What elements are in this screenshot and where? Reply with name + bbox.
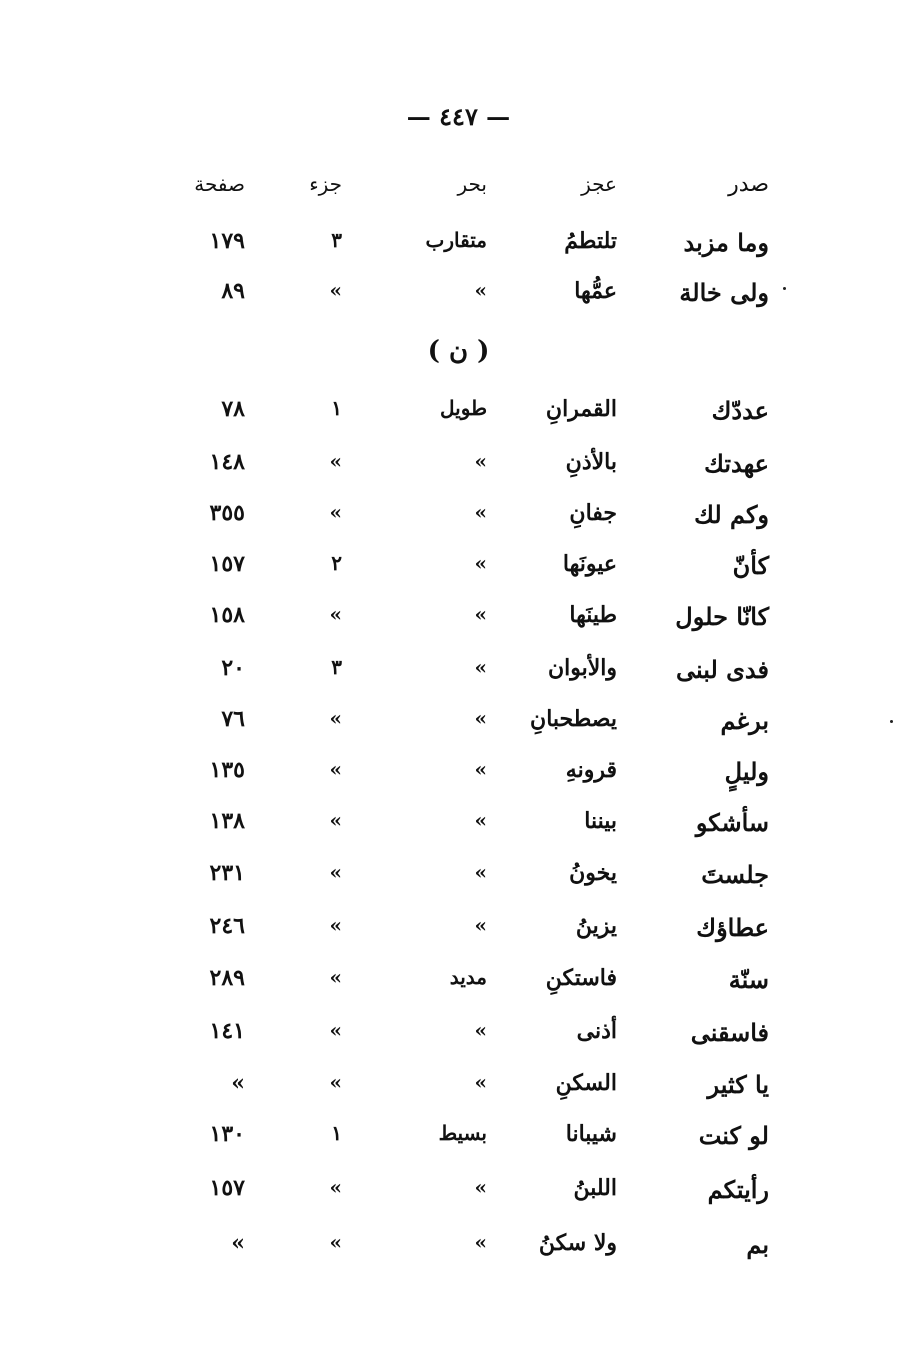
cell-sadr: لو كنت — [698, 1121, 769, 1150]
cell-sadr: وليلٍ — [724, 757, 769, 786]
cell-sadr: عهدتك — [704, 449, 769, 478]
cell-ajuz: السكنِ — [555, 1070, 617, 1096]
cell-ajuz: أذنى — [576, 1018, 617, 1044]
cell-bahr: » — [474, 449, 487, 473]
cell-safha: ١٥٨ — [209, 602, 245, 628]
cell-ajuz: ولا سكنُ — [538, 1230, 617, 1256]
cell-bahr: مديد — [449, 965, 487, 989]
print-speck — [783, 287, 786, 290]
cell-ajuz: بيننا — [584, 808, 617, 834]
table-row — [0, 706, 917, 746]
cell-sadr: سأشكو — [695, 808, 769, 837]
cell-ajuz: قرونهِ — [565, 757, 617, 783]
cell-ajuz: اللبنُ — [573, 1175, 617, 1201]
cell-juz: » — [329, 500, 342, 524]
cell-ajuz: بالأذنِ — [565, 449, 617, 475]
cell-juz: » — [329, 278, 342, 302]
table-row — [0, 757, 917, 797]
table-row — [0, 913, 917, 953]
cell-safha: ٢٨٩ — [209, 965, 245, 991]
header-ajuz: عجز — [581, 172, 617, 196]
table-row — [0, 1230, 917, 1270]
cell-bahr: » — [474, 1018, 487, 1042]
cell-safha: ٢٣١ — [209, 860, 245, 886]
table-row — [0, 655, 917, 695]
table-row — [0, 1018, 917, 1058]
cell-juz: » — [329, 1230, 342, 1254]
cell-ajuz: عمُّها — [574, 278, 617, 304]
table-row — [0, 602, 917, 642]
cell-ajuz: عيونَها — [562, 551, 617, 577]
cell-safha: ٢٠ — [221, 655, 245, 681]
table-row — [0, 500, 917, 540]
cell-safha: ١٧٩ — [209, 228, 245, 254]
cell-juz: » — [329, 965, 342, 989]
cell-bahr: بسيط — [438, 1121, 487, 1145]
cell-sadr: بم — [746, 1230, 769, 1259]
table-row — [0, 1121, 917, 1161]
table-row — [0, 808, 917, 848]
cell-juz: » — [329, 1070, 342, 1094]
cell-safha: ١٤٨ — [209, 449, 245, 475]
cell-safha: ١٥٧ — [209, 551, 245, 577]
cell-juz: ١ — [331, 1121, 342, 1145]
cell-sadr: جلستَ — [701, 860, 769, 889]
cell-sadr: فاسقنى — [690, 1018, 769, 1047]
cell-juz: » — [329, 757, 342, 781]
cell-ajuz: شيبانا — [565, 1121, 617, 1147]
header-bahr: بحر — [457, 172, 487, 196]
table-header — [0, 172, 917, 212]
section-heading: ( ن ) — [427, 336, 490, 366]
table-row — [0, 228, 917, 268]
header-sadr: صدر — [728, 172, 769, 197]
cell-safha: » — [231, 1230, 245, 1256]
table-row — [0, 1175, 917, 1215]
cell-ajuz: يزينُ — [575, 913, 617, 939]
cell-bahr: » — [474, 278, 487, 302]
cell-ajuz: يخونُ — [569, 860, 617, 886]
cell-bahr: » — [474, 913, 487, 937]
cell-sadr: ولى خالة — [679, 278, 769, 307]
table-row — [0, 278, 917, 318]
cell-safha: ٨٩ — [221, 278, 245, 304]
cell-juz: » — [329, 860, 342, 884]
cell-ajuz: طينَها — [569, 602, 617, 628]
cell-bahr: » — [474, 1175, 487, 1199]
cell-juz: » — [329, 1018, 342, 1042]
table-row — [0, 860, 917, 900]
cell-sadr: رأيتكم — [707, 1175, 769, 1204]
cell-safha: ٣٥٥ — [209, 500, 245, 526]
cell-juz: ١ — [331, 396, 342, 420]
cell-bahr: » — [474, 500, 487, 524]
cell-sadr: يا كثير — [707, 1070, 769, 1099]
cell-sadr: وما مزبد — [683, 228, 769, 257]
cell-bahr: » — [474, 860, 487, 884]
cell-safha: ٢٤٦ — [209, 913, 245, 939]
cell-juz: » — [329, 1175, 342, 1199]
cell-sadr: كأنّ — [732, 551, 769, 580]
cell-safha: ٧٨ — [221, 396, 245, 422]
cell-ajuz: تلتطمُ — [564, 228, 617, 254]
cell-sadr: برغم — [720, 706, 769, 735]
cell-safha: ٧٦ — [221, 706, 245, 732]
cell-ajuz: يصطحبانِ — [530, 706, 617, 732]
cell-safha: ١٤١ — [209, 1018, 245, 1044]
cell-bahr: متقارب — [425, 228, 487, 252]
cell-sadr: كانّا حلول — [675, 602, 769, 631]
cell-juz: ٢ — [331, 551, 342, 575]
cell-sadr: فدى لبنى — [675, 655, 769, 684]
table-row — [0, 965, 917, 1005]
header-safha: صفحة — [194, 172, 245, 196]
cell-juz: » — [329, 449, 342, 473]
table-row — [0, 551, 917, 591]
cell-juz: ٣ — [331, 655, 342, 679]
cell-juz: » — [329, 602, 342, 626]
cell-safha: ١٣٠ — [209, 1121, 245, 1147]
cell-safha: ١٣٥ — [209, 757, 245, 783]
cell-bahr: » — [474, 757, 487, 781]
cell-bahr: » — [474, 655, 487, 679]
cell-bahr: طويل — [440, 396, 487, 420]
table-row — [0, 449, 917, 489]
cell-sadr: عددّك — [711, 396, 769, 425]
cell-safha: » — [231, 1070, 245, 1096]
header-juz: جزء — [309, 172, 342, 196]
table-row — [0, 1070, 917, 1110]
cell-bahr: » — [474, 808, 487, 832]
print-speck — [890, 720, 893, 723]
cell-sadr: سنّة — [728, 965, 769, 994]
cell-bahr: » — [474, 1070, 487, 1094]
cell-safha: ١٣٨ — [209, 808, 245, 834]
cell-juz: » — [329, 808, 342, 832]
cell-bahr: » — [474, 551, 487, 575]
cell-juz: ٣ — [331, 228, 342, 252]
cell-bahr: » — [474, 1230, 487, 1254]
page-number: — ٤٤٧ — — [406, 102, 511, 131]
cell-bahr: » — [474, 706, 487, 730]
cell-ajuz: والأبوان — [547, 655, 617, 681]
cell-juz: » — [329, 706, 342, 730]
cell-safha: ١٥٧ — [209, 1175, 245, 1201]
table-row — [0, 396, 917, 436]
cell-sadr: وكم لك — [694, 500, 769, 529]
cell-ajuz: القمرانِ — [545, 396, 617, 422]
cell-bahr: » — [474, 602, 487, 626]
cell-ajuz: جفانِ — [569, 500, 617, 526]
cell-ajuz: فاستكنِ — [545, 965, 617, 991]
cell-sadr: عطاؤك — [696, 913, 769, 942]
cell-juz: » — [329, 913, 342, 937]
